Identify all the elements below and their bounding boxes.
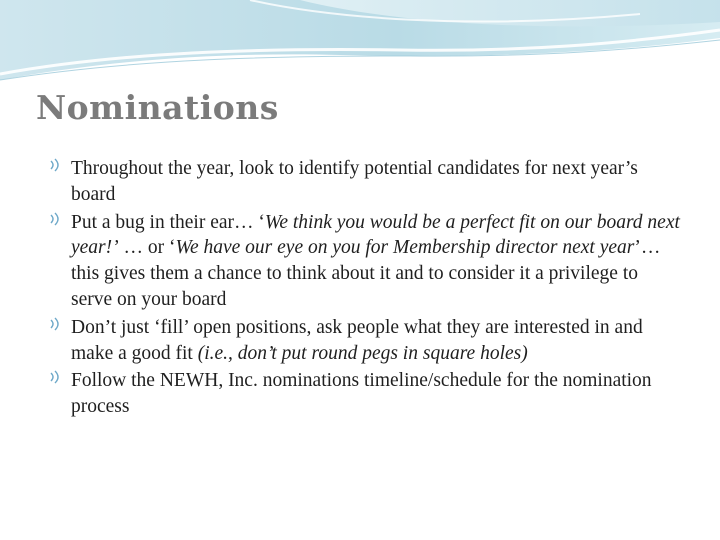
bullet-text: … or ‘ bbox=[118, 237, 176, 259]
bullet-item bbox=[48, 156, 680, 208]
bullet-text: We think you would be a perfect fit on our board next year!’ bbox=[71, 211, 680, 259]
wifi-arc-bullet-icon bbox=[48, 211, 64, 237]
bullet-item bbox=[48, 368, 680, 420]
header-swoosh-decoration bbox=[0, 0, 720, 90]
bullet-text: Put a bug in their ear… ‘ bbox=[71, 211, 265, 233]
bullet-text: (i.e., don’t put round pegs in square holes) bbox=[197, 342, 528, 364]
bullet-text: Follow the NEWH, Inc. nominations timeline/schedule for the nomination process bbox=[71, 370, 652, 418]
wifi-arc-bullet-icon bbox=[48, 369, 64, 395]
bullet-item bbox=[48, 315, 680, 367]
bullet-text: Don’t just ‘fill’ open positions, ask people what they are interested in and make a good fit bbox=[71, 316, 643, 364]
bullet-text: We have our eye on you for Membership director next year bbox=[175, 237, 635, 259]
bullet-text: ’… this gives them a chance to think about it and to consider it a privilege to serve on your board bbox=[71, 237, 661, 310]
wifi-arc-bullet-icon bbox=[48, 316, 64, 342]
bullet-list bbox=[48, 156, 680, 422]
slide-title: Nominations bbox=[36, 88, 279, 127]
bullet-text: Throughout the year, look to identify potential candidates for next year’s board bbox=[71, 158, 638, 205]
bullet-item bbox=[48, 210, 680, 313]
wifi-arc-bullet-icon bbox=[48, 157, 64, 183]
